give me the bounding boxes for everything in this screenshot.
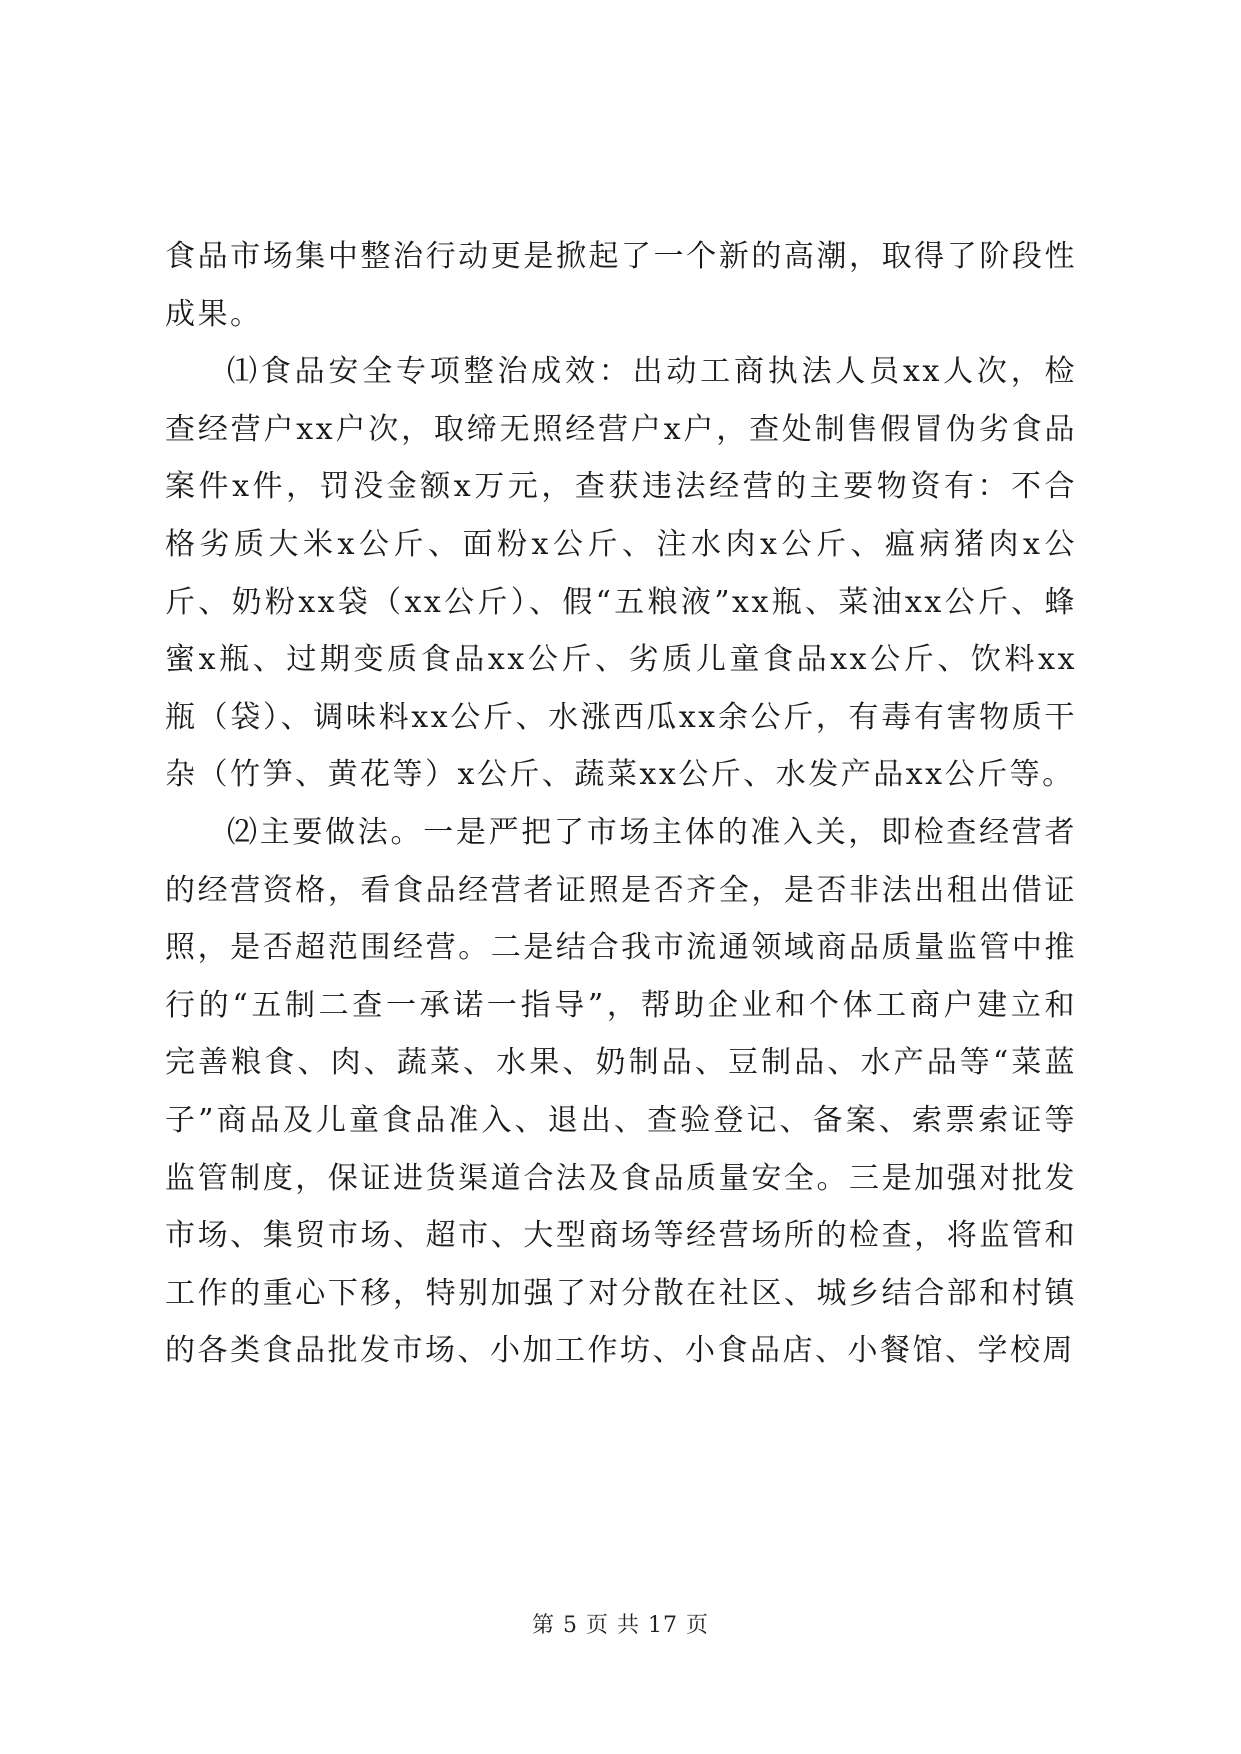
page-number-footer: 第 5 页 共 17 页 [532,1613,709,1638]
paragraph-continuation: 食品市场集中整治行动更是掀起了一个新的高潮，取得了阶段性成果。 [165,239,1077,332]
paragraph-main-practices: ⑵主要做法。一是严把了市场主体的准入关，即检查经营者的经营资格，看食品经营者证照是否齐全，是否非法出租出借证照，是否超范围经营。二是结合我市流通领域商品质量监管中推行的“五制二查一承诺一指导”，帮助企业和个体工商户建立和完善粮食、肉、蔬菜、水果、奶制品、豆制品、水产品等“菜蓝子”商品及儿童食品准入、退出、查验登记、备案、索票索证等监管制度，保证进货渠道合法及食品质量安全。三是加强对批发市场、集贸市场、超市、大型商场等经营场所的检查，将监管和工作的重心下移，特别加强了对分散在社区、城乡结合部和村镇的各类食品批发市场、小加工作坊、小食品店、小餐馆、学校周 [165,814,1077,1369]
body-text [165,228,1077,1380]
paragraph-rectification-results: ⑴食品安全专项整治成效：出动工商执法人员xx人次，检查经营户xx户次，取缔无照经营户x户，查处制售假冒伪劣食品案件x件，罚没金额x万元，查获违法经营的主要物资有：不合格劣质大米x公斤、面粉x公斤、注水肉x公斤、瘟病猪肉x公斤、奶粉xx袋（xx公斤）、假“五粮液”xx瓶、菜油xx公斤、蜂蜜x瓶、过期变质食品xx公斤、劣质儿童食品xx公斤、饮料xx瓶（袋）、调味料xx公斤、水涨西瓜xx余公斤，有毒有害物质干杂（竹笋、黄花等）x公斤、蔬菜xx公斤、水发产品xx公斤等。 [165,354,1077,793]
